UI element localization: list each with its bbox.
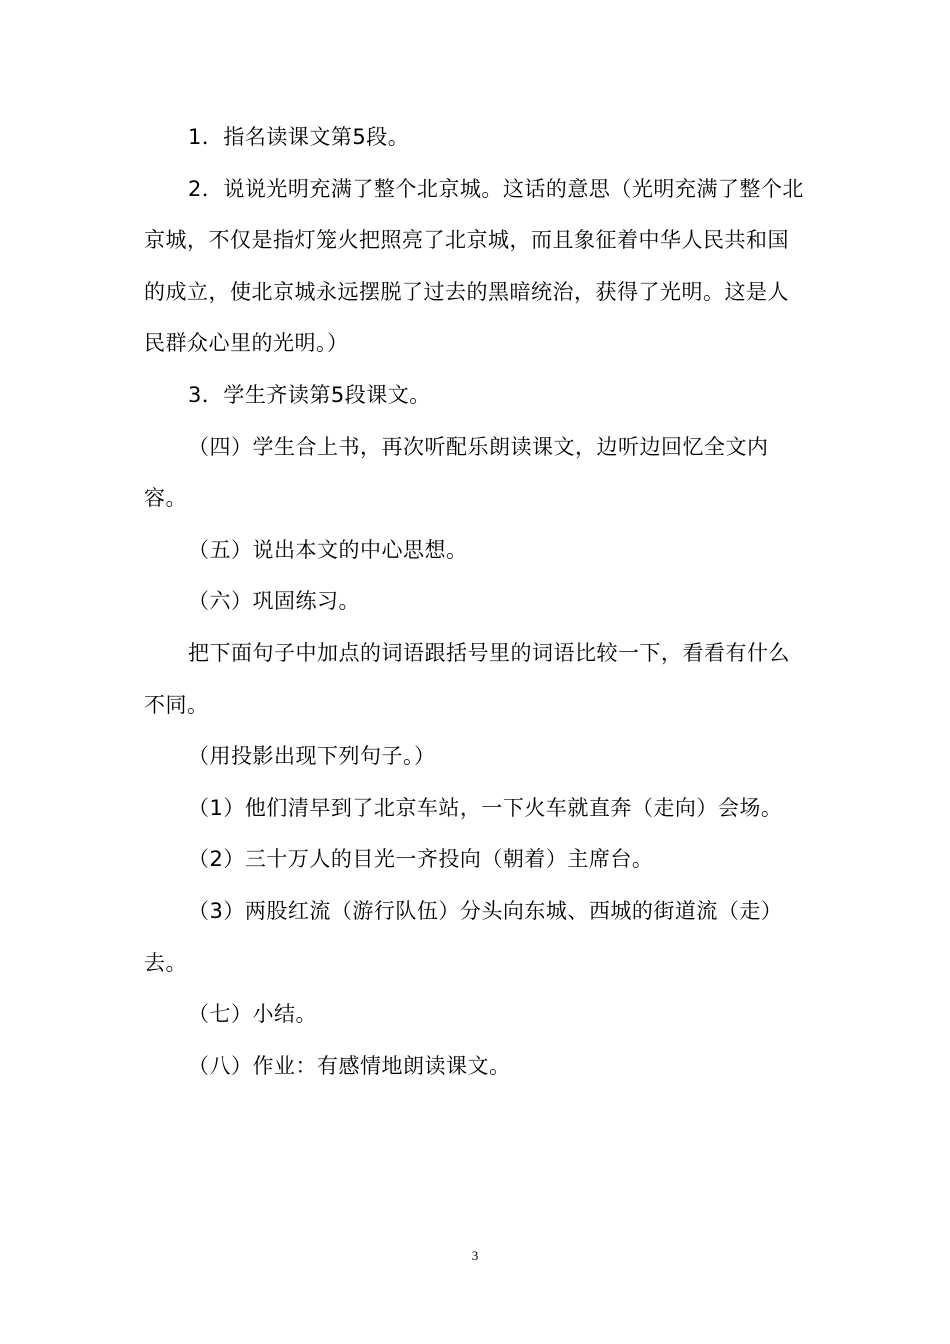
paragraph-reading-task-1: 1．指名读课文第5段。 [188,125,410,149]
paragraph-sentence-1: （1）他们清早到了北京车站，一下火车就直奔（走向）会场。 [188,795,783,820]
paragraph-exercise-instruction: 把下面句子中加点的词语跟括号里的词语比较一下，看看有什么不同。 [144,640,790,717]
paragraph-reading-task-2: 2．说说光明充满了整个北京城。这话的意思（光明充满了整个北京城，不仅是指灯笼火把照亮了北京城，而且象征着中华人民共和国的成立，使北京城永远摆脱了过去的黑暗统治，获得了光明。这是人民群众心里的光明。） [144,176,804,356]
paragraph-sentence-2: （2）三十万人的目光一齐投向（朝着）主席台。 [188,847,654,872]
paragraph-step-8: （八）作业：有感情地朗读课文。 [188,1053,511,1078]
paragraph-step-6: （六）巩固练习。 [188,589,360,614]
page-number: 3 [471,1248,479,1263]
paragraph-step-7: （七）小结。 [188,1002,317,1027]
paragraph-sentence-3: （3）两股红流（游行队伍）分头向东城、西城的街道流（走）去。 [144,898,783,975]
paragraph-reading-task-3: 3．学生齐读第5段课文。 [188,382,431,407]
paragraph-step-5: （五）说出本文的中心思想。 [188,537,468,562]
paragraph-projection-note: （用投影出现下列句子。） [188,744,436,769]
paragraph-step-4: （四）学生合上书，再次听配乐朗读课文，边听边回忆全文内容。 [144,434,769,511]
document-body [144,112,809,1092]
